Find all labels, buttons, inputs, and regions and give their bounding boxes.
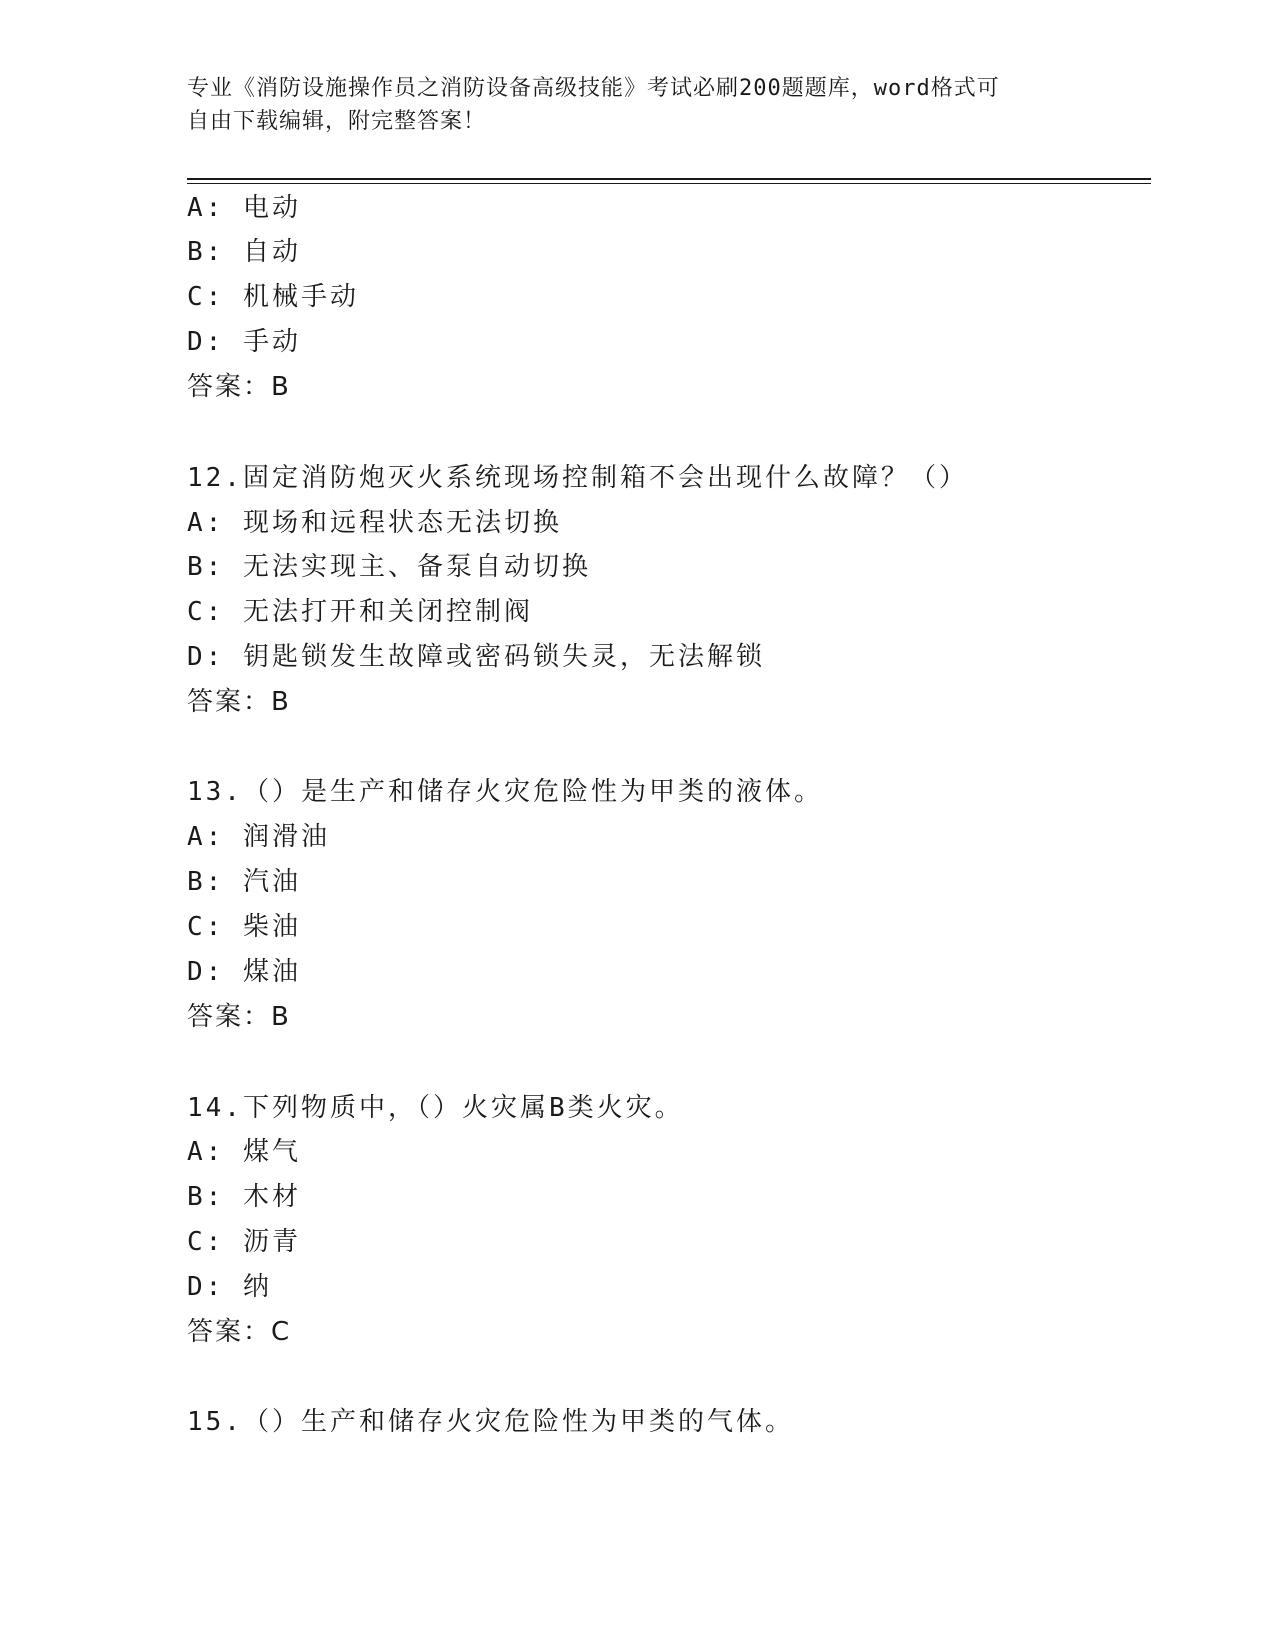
q12-option-a: A: 现场和远程状态无法切换 bbox=[187, 508, 562, 538]
q11-option-a: A: 电动 bbox=[187, 193, 301, 223]
q14-option-d: D: 纳 bbox=[187, 1272, 272, 1302]
q13-option-c: C: 柴油 bbox=[187, 912, 301, 942]
q12-option-c: C: 无法打开和关闭控制阀 bbox=[187, 597, 533, 627]
q11-option-b: B: 自动 bbox=[187, 237, 301, 267]
q13-option-b: B: 汽油 bbox=[187, 867, 301, 897]
q12-option-b: B: 无法实现主、备泵自动切换 bbox=[187, 552, 591, 582]
header-line-2: 自由下载编辑，附完整答案！ bbox=[187, 109, 487, 134]
q12-answer: 答案：B bbox=[187, 687, 291, 717]
document-header bbox=[187, 72, 1087, 138]
q14-question: 14.下列物质中，（）火灾属B类火灾。 bbox=[187, 1093, 684, 1123]
q14-option-b: B: 木材 bbox=[187, 1182, 301, 1212]
q14-option-a: A: 煤气 bbox=[187, 1137, 301, 1167]
q12-question: 12.固定消防炮灭火系统现场控制箱不会出现什么故障？（） bbox=[187, 463, 968, 493]
header-divider-thin bbox=[187, 183, 1151, 184]
q12-option-d: D: 钥匙锁发生故障或密码锁失灵，无法解锁 bbox=[187, 642, 765, 672]
q11-answer: 答案：B bbox=[187, 372, 291, 402]
q13-option-d: D: 煤油 bbox=[187, 957, 301, 987]
q14-answer: 答案：C bbox=[187, 1317, 292, 1347]
q13-question: 13.（）是生产和储存火灾危险性为甲类的液体。 bbox=[187, 777, 823, 807]
header-divider-thick bbox=[187, 178, 1151, 180]
q15-question: 15.（）生产和储存火灾危险性为甲类的气体。 bbox=[187, 1407, 794, 1437]
q14-option-c: C: 沥青 bbox=[187, 1227, 301, 1257]
header-line-1: 专业《消防设施操作员之消防设备高级技能》考试必刷200题题库，word格式可 bbox=[187, 76, 1000, 101]
q13-option-a: A: 润滑油 bbox=[187, 822, 330, 852]
q11-option-c: C: 机械手动 bbox=[187, 282, 359, 312]
q13-answer: 答案：B bbox=[187, 1002, 291, 1032]
q11-option-d: D: 手动 bbox=[187, 327, 301, 357]
